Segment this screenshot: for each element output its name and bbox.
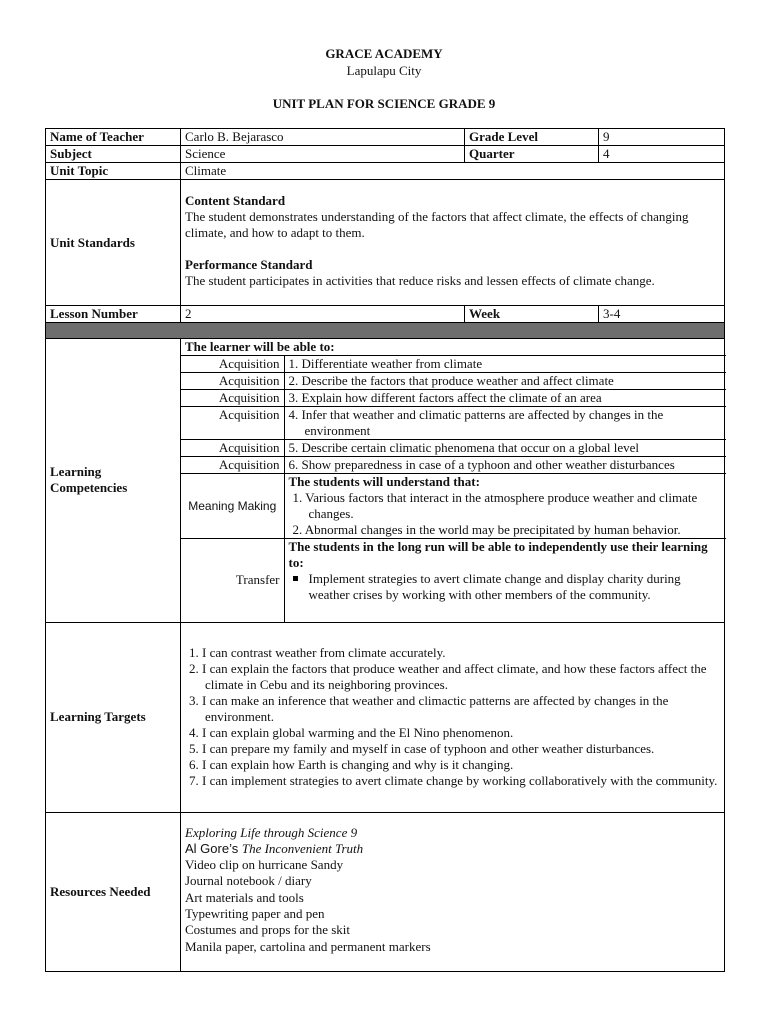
document-title: UNIT PLAN FOR SCIENCE GRADE 9 — [272, 96, 496, 111]
target-item: 4. I can explain global warming and the El Nino phenomenon. — [189, 725, 514, 740]
target-item: 3. I can make an inference that weather and climactic patterns are affected by changes in the environment. — [189, 693, 669, 724]
learning-competencies-label: Learning Competencies — [46, 339, 181, 623]
resource-item: Art materials and tools — [185, 889, 304, 905]
resources-needed-label: Resources Needed — [46, 812, 181, 971]
resource-item: Costumes and props for the skit — [185, 922, 351, 938]
meaning-making-heading: The students will understand that: — [288, 474, 480, 489]
acquisition-label: Acquisition — [181, 457, 284, 474]
content-standard-heading: Content Standard — [185, 193, 286, 208]
resource-item: Typewriting paper and pen — [185, 905, 325, 921]
acquisition-label: Acquisition — [181, 440, 284, 457]
school-city: Lapulapu City — [346, 63, 422, 78]
transfer-list — [289, 571, 723, 603]
acquisition-row — [181, 407, 726, 440]
transfer-content — [284, 539, 726, 622]
resources-row — [46, 812, 725, 971]
quarter-label: Quarter — [465, 146, 599, 163]
competencies-inner-table — [181, 339, 726, 622]
unit-standards-label: Unit Standards — [46, 180, 181, 306]
competencies-intro: The learner will be able to: — [181, 339, 726, 356]
resource-item: Journal notebook / diary — [185, 873, 312, 889]
acquisition-item: 2. Describe the factors that produce weather and affect climate — [284, 373, 726, 390]
meaning-item: 1. Various factors that interact in the atmosphere produce weather and climate changes. — [292, 490, 698, 521]
acquisition-row — [181, 373, 726, 390]
acquisition-row — [181, 390, 726, 407]
target-item: 7. I can implement strategies to avert climate change by working collaboratively with the community. — [189, 773, 718, 788]
performance-standard-text: The student participates in activities that reduce risks and lessen effects of climate change. — [185, 273, 655, 288]
transfer-label: Transfer — [181, 539, 284, 622]
acquisition-row — [181, 356, 726, 373]
transfer-item: Implement strategies to avert climate change and display charity during weather crises by working with other members of the community. — [309, 571, 723, 603]
meaning-making-row — [181, 474, 726, 539]
resource-book: Exploring Life through Science 9 — [185, 824, 358, 840]
target-item: 1. I can contrast weather from climate accurately. — [189, 645, 446, 660]
teacher-row — [46, 129, 725, 146]
target-item: 6. I can explain how Earth is changing and why is it changing. — [189, 757, 514, 772]
meaning-making-content — [284, 474, 726, 539]
targets-row — [46, 622, 725, 812]
resource-item: Video clip on hurricane Sandy — [185, 857, 344, 873]
acquisition-item: 3. Explain how different factors affect the climate of an area — [284, 390, 726, 407]
teacher-value: Carlo B. Bejarasco — [181, 129, 465, 146]
topic-row — [46, 163, 725, 180]
square-bullet-icon — [293, 576, 298, 581]
learning-competencies-content — [181, 339, 725, 623]
acquisition-item: 6. Show preparedness in case of a typhoon and other weather disturbances — [284, 457, 726, 474]
target-item: 5. I can prepare my family and myself in case of typhoon and other weather disturbances. — [189, 741, 655, 756]
performance-standard-heading: Performance Standard — [185, 257, 313, 272]
acquisition-label: Acquisition — [181, 390, 284, 407]
lesson-number-label: Lesson Number — [46, 306, 181, 323]
subject-row — [46, 146, 725, 163]
acquisition-row — [181, 440, 726, 457]
lesson-number-value: 2 — [181, 306, 465, 323]
grade-level-value: 9 — [599, 129, 725, 146]
competencies-row — [46, 339, 725, 623]
acquisition-item: 5. Describe certain climatic phenomena that occur on a global level — [284, 440, 726, 457]
lesson-row — [46, 306, 725, 323]
acquisition-row — [181, 457, 726, 474]
acquisition-item: 4. Infer that weather and climatic patterns are affected by changes in the environment — [284, 407, 726, 440]
school-name: GRACE ACADEMY — [325, 46, 443, 61]
resource-gore: Al Gore’s The Inconvenient Truth — [185, 840, 364, 856]
learning-targets-content — [181, 622, 725, 812]
acquisition-label: Acquisition — [181, 373, 284, 390]
week-label: Week — [465, 306, 599, 323]
unit-plan-table — [45, 128, 725, 972]
content-standard-text: The student demonstrates understanding of the factors that affect climate, the effects of changing climate, and how to adapt to them. — [185, 209, 689, 240]
meaning-item: 2. Abnormal changes in the world may be precipitated by human behavior. — [292, 522, 681, 537]
week-value: 3-4 — [599, 306, 725, 323]
meaning-making-label: Meaning Making — [181, 474, 284, 539]
topic-value: Climate — [181, 163, 725, 180]
unit-standards-content — [181, 180, 725, 306]
acquisition-item: 1. Differentiate weather from climate — [284, 356, 726, 373]
separator-bar — [46, 323, 725, 339]
acquisition-label: Acquisition — [181, 356, 284, 373]
teacher-label: Name of Teacher — [46, 129, 181, 146]
resources-needed-content — [181, 812, 725, 971]
standards-row — [46, 180, 725, 306]
quarter-value: 4 — [599, 146, 725, 163]
subject-label: Subject — [46, 146, 181, 163]
subject-value: Science — [181, 146, 465, 163]
transfer-heading: The students in the long run will be able to independently use their learning to: — [288, 539, 708, 570]
topic-label: Unit Topic — [46, 163, 181, 180]
transfer-row — [181, 539, 726, 622]
grade-level-label: Grade Level — [465, 129, 599, 146]
acquisition-label: Acquisition — [181, 407, 284, 440]
learning-targets-label: Learning Targets — [46, 622, 181, 812]
resource-item: Manila paper, cartolina and permanent markers — [185, 938, 431, 954]
target-item: 2. I can explain the factors that produce weather and affect climate, and how these factors affect the climate in Cebu and its neighboring provinces. — [189, 661, 707, 692]
